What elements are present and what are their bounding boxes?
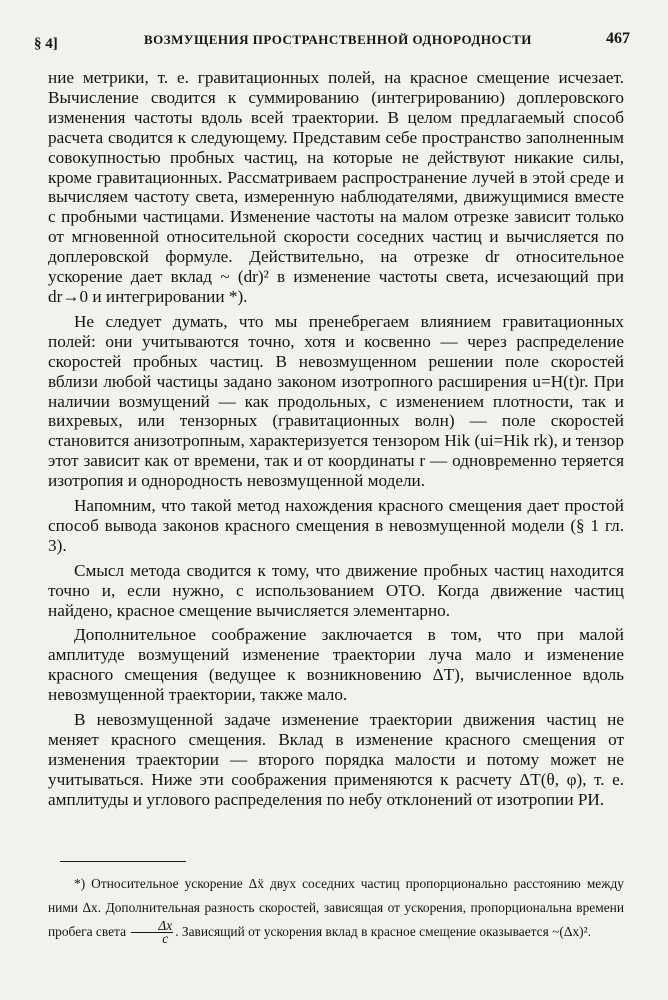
page-number: 467 [606, 30, 630, 47]
footnote-text-2: . Зависящий от ускорения вклад в красное смещение оказывается ~(Δx)². [175, 924, 591, 939]
fraction-numerator: Δx [131, 920, 173, 933]
paragraph-3: Напомним, что такой метод нахождения красного смещения дает простой способ вывода законов красного смещения в невозмущенной модели (§ 1 гл. 3). [48, 496, 624, 555]
paragraph-1: ние метрики, т. е. гравитационных полей, на красное смещение исчезает. Вычисление сводится к суммированию (интегрированию) доплеровского изменения частоты вдоль всей траектории. В целом предлагаемый способ расчета сводится к следующему. Представим себе пространство заполненным совокупностью пробных частиц, на которые не действуют никакие силы, кроме гравитационных. Рассматриваем распространение лучей в этой среде и вычисляем частоту света, измеренную наблюдателями, движущимися вместе с пробными частицами. Изменение частоты на малом отрезке зависит только от мгновенной относительной скорости соседних частиц и вычисляется по доплеровской формуле. Действительно, на отрезке dr относительное ускорение дает вклад ~ (dr)² в изменение частоты света, исчезающий при dr→0 и интегрировании *). [48, 68, 624, 306]
section-mark: § 4] [34, 36, 58, 52]
fraction [131, 920, 173, 945]
paragraph-5: Дополнительное соображение заключается в том, что при малой амплитуде возмущений изменение траектории луча мало и изменение красного смещения (ведущее к возникновению ΔT), вычисленное вдоль невозмущенной траектории, также мало. [48, 625, 624, 705]
body-text [48, 68, 624, 815]
page-header [34, 28, 630, 54]
paragraph-4: Смысл метода сводится к тому, что движение пробных частиц находится точно и, если нужно, с использованием ОТО. Когда движение частиц найдено, красное смещение вычисляется элементарно. [48, 560, 624, 620]
fraction-denominator: c [162, 931, 169, 947]
footnote-text-1: *) Относительное ускорение Δẍ двух соседних частиц пропорционально расстоянию между ними Δx. Дополнительная разность скоростей, зависящая от ускорения, пропорциональна времени пробега света [48, 876, 624, 939]
footnote [48, 872, 624, 945]
running-title: ВОЗМУЩЕНИЯ ПРОСТРАНСТВЕННОЙ ОДНОРОДНОСТИ [144, 32, 532, 47]
paragraph-2: Не следует думать, что мы пренебрегаем влиянием гравитационных полей: они учитываются точно, хотя и косвенно — через распределение скоростей пробных частиц. В невозмущенном решении поле скоростей вблизи любой частицы задано законом изотропного расширения u=H(t)r. При наличии возмущений — как продольных, с изменением плотности, так и вихревых, или тензорных (гравитационных волн) — поле скоростей становится анизотропным, характеризуется тензором Hik (ui=Hik rk), и тензор этот зависит как от времени, так и от координаты r — одновременно теряется изотропия и однородность невозмущенной модели. [48, 311, 624, 491]
paragraph-6: В невозмущенной задаче изменение траектории движения частиц не меняет красного смещения. Вклад в изменение красного смещения от изменения траектории — второго порядка малости и потому может не учитываться. Ниже эти соображения применяются к расчету ΔT(θ, φ), т. е. амплитуды и углового распределения по небу отклонений от изотропии РИ. [48, 710, 624, 809]
footnote-rule [60, 861, 186, 862]
